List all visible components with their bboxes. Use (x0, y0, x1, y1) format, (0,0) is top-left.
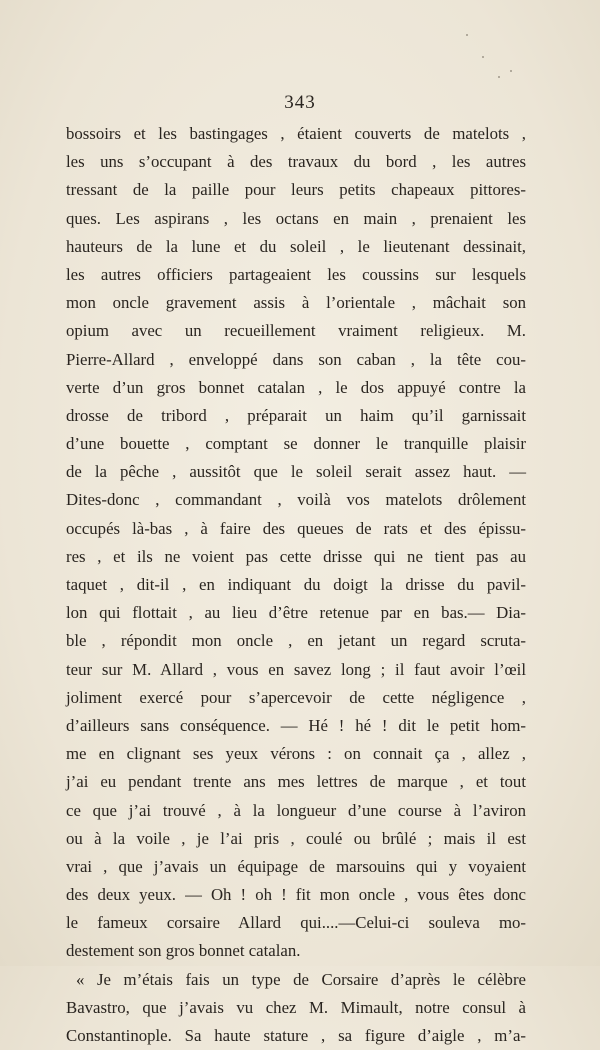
text-line: de la pêche , aussitôt que le soleil serait assez haut. — (66, 462, 526, 482)
text-line: verte d’un gros bonnet catalan , le dos appuyé contre la (66, 377, 526, 397)
text-line: des deux yeux. — Oh ! oh ! fit mon oncle , vous êtes donc (66, 885, 526, 905)
text-line: taquet , dit-il , en indiquant du doigt la drisse du pavil- (66, 575, 526, 594)
text-line: Bavastro, que j’avais vu chez M. Mimault, notre consul à (66, 997, 526, 1017)
text-line: destement son gros bonnet catalan. (66, 941, 301, 961)
text-line: Dites-donc , commandant , voilà vos matelots drôlement (66, 490, 526, 510)
text-line: lon qui flottait , au lieu d’être retenue par en bas.— Dia- (66, 603, 526, 623)
text-line: Pierre-Allard , enveloppé dans son caban , la tête cou- (66, 349, 526, 369)
text-line: tressant de la paille pour leurs petits chapeaux pittores- (66, 180, 526, 200)
text-line: bossoirs et les bastingages , étaient couverts de matelots , (66, 124, 526, 143)
text-line: res , et ils ne voient pas cette drisse qui ne tient pas au (66, 546, 526, 566)
page-number: 343 (284, 92, 316, 113)
text-line: occupés là-bas , à faire des queues de rats et des épissu- (66, 518, 526, 538)
text-line: opium avec un recueillement vraiment religieux. M. (66, 321, 526, 341)
text-line: Constantinople. Sa haute stature , sa figure d’aigle , m’a- (66, 1026, 526, 1045)
text-line: me en clignant ses yeux vérons : on connait ça , allez , (66, 744, 526, 764)
text-line: le fameux corsaire Allard qui....—Celui-ci souleva mo- (66, 913, 526, 933)
text-line: joliment exercé pour s’apercevoir de cette négligence , (66, 687, 526, 707)
text-line: hauteurs de la lune et du soleil , le lieutenant dessinait, (66, 236, 526, 256)
text-line: vrai , que j’avais un équipage de marsouins qui y voyaient (66, 856, 526, 876)
text-line: d’ailleurs sans conséquence. — Hé ! hé ! dit le petit hom- (66, 715, 526, 735)
text-line: drosse de tribord , préparait un haim qu’il garnissait (66, 405, 526, 425)
text-line: teur sur M. Allard , vous en savez long ; il faut avoir l’œil (66, 659, 526, 679)
body-text (66, 120, 526, 1050)
text-line: ques. Les aspirans , les octans en main , prenaient les (66, 208, 526, 228)
text-line: les uns s’occupant à des travaux du bord , les autres (66, 152, 526, 172)
text-line: d’une bouette , comptant se donner le tranquille plaisir (66, 434, 526, 454)
text-line: mon oncle gravement assis à l’orientale , mâchait son (66, 293, 526, 313)
text-line: ce que j’ai trouvé , à la longueur d’une course à l’aviron (66, 800, 526, 820)
text-line: j’ai eu pendant trente ans mes lettres de marque , et tout (66, 772, 526, 792)
text-line: les autres officiers partageaient les coussins sur lesquels (66, 264, 526, 284)
paper-specks (462, 30, 522, 90)
text-line: ou à la voile , je l’ai pris , coulé ou brûlé ; mais il est (66, 828, 526, 848)
text-line: ble , répondit mon oncle , en jetant un regard scruta- (66, 631, 526, 651)
text-line: « Je m’étais fais un type de Corsaire d’après le célèbre (76, 969, 526, 989)
